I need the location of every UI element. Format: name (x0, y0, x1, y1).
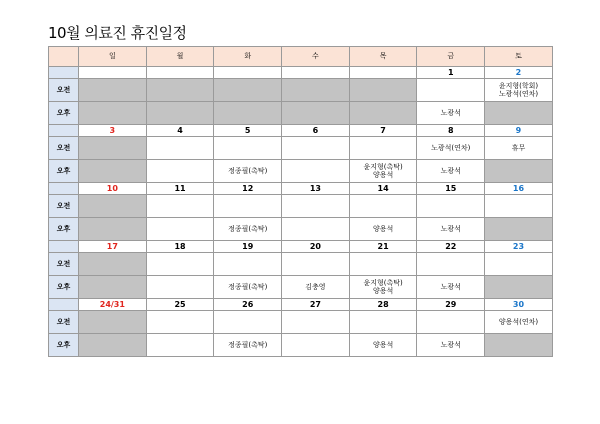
cell-text-line: 김충영 (305, 282, 326, 291)
pm-cell-sat (485, 334, 553, 357)
cell-text-line: 정종필(촉탁) (228, 166, 268, 175)
date-cell-thu (349, 67, 417, 79)
date-cell-mon: 18 (146, 241, 214, 253)
am-cell-wed (282, 195, 350, 218)
am-row (49, 253, 553, 276)
pm-label: 오후 (49, 276, 79, 299)
pm-row (49, 160, 553, 183)
am-cell-fri (417, 253, 485, 276)
page-title: 10월 의료진 휴진일정 (48, 24, 187, 42)
am-cell-thu (349, 253, 417, 276)
date-cell-mon: 4 (146, 125, 214, 137)
pm-cell-tue (214, 276, 282, 299)
date-cell-tue (214, 67, 282, 79)
am-cell-mon (146, 137, 214, 160)
pm-label: 오후 (49, 102, 79, 125)
date-cell-thu: 14 (349, 183, 417, 195)
pm-cell-tue (214, 218, 282, 241)
weekday-sun: 일 (79, 47, 147, 67)
date-row (49, 67, 553, 79)
am-cell-fri (417, 137, 485, 160)
pm-cell-fri (417, 102, 485, 125)
am-cell-fri (417, 311, 485, 334)
date-cell-wed: 6 (282, 125, 350, 137)
date-cell-fri: 1 (417, 67, 485, 79)
date-cell-wed (282, 67, 350, 79)
date-cell-tue: 12 (214, 183, 282, 195)
cell-text-line: 정종필(촉탁) (228, 282, 268, 291)
pm-cell-wed (282, 276, 350, 299)
weekday-sat: 토 (485, 47, 553, 67)
am-cell-mon (146, 195, 214, 218)
pm-label: 오후 (49, 160, 79, 183)
am-label: 오전 (49, 311, 79, 334)
date-cell-thu: 21 (349, 241, 417, 253)
am-cell-thu (349, 311, 417, 334)
cell-text-line: 정종필(촉탁) (228, 340, 268, 349)
schedule-calendar (48, 46, 553, 357)
date-cell-tue: 5 (214, 125, 282, 137)
date-cell-sat: 16 (485, 183, 553, 195)
am-cell-mon (146, 253, 214, 276)
pm-label: 오후 (49, 334, 79, 357)
am-cell-thu (349, 137, 417, 160)
am-label: 오전 (49, 195, 79, 218)
am-cell-wed (282, 137, 350, 160)
weekday-wed: 수 (282, 47, 350, 67)
date-row (49, 299, 553, 311)
weekday-mon: 월 (146, 47, 214, 67)
pm-cell-wed (282, 334, 350, 357)
date-cell-sat: 2 (485, 67, 553, 79)
am-cell-tue (214, 79, 282, 102)
pm-cell-wed (282, 218, 350, 241)
pm-cell-sun (79, 218, 147, 241)
date-cell-thu: 28 (349, 299, 417, 311)
date-cell-wed: 27 (282, 299, 350, 311)
date-cell-thu: 7 (349, 125, 417, 137)
am-cell-mon (146, 311, 214, 334)
pm-cell-tue (214, 102, 282, 125)
am-cell-sat (485, 137, 553, 160)
date-cell-sat: 9 (485, 125, 553, 137)
date-cell-sat: 23 (485, 241, 553, 253)
date-cell-tue: 19 (214, 241, 282, 253)
pm-cell-thu (349, 102, 417, 125)
am-cell-tue (214, 137, 282, 160)
pm-cell-sat (485, 160, 553, 183)
pm-cell-mon (146, 276, 214, 299)
am-label: 오전 (49, 137, 79, 160)
am-cell-wed (282, 311, 350, 334)
cell-text-line: 노광석(연차) (431, 143, 471, 152)
date-cell-mon: 11 (146, 183, 214, 195)
cell-text-line: 노광석 (440, 224, 461, 233)
am-cell-tue (214, 311, 282, 334)
pm-cell-thu (349, 334, 417, 357)
pm-cell-sun (79, 102, 147, 125)
weekday-fri: 금 (417, 47, 485, 67)
date-cell-sun (79, 67, 147, 79)
pm-cell-tue (214, 160, 282, 183)
pm-cell-sun (79, 334, 147, 357)
date-cell-fri: 8 (417, 125, 485, 137)
pm-cell-fri (417, 334, 485, 357)
pm-cell-sun (79, 276, 147, 299)
date-cell-sun: 24/31 (79, 299, 147, 311)
date-row-label (49, 299, 79, 311)
date-cell-sat: 30 (485, 299, 553, 311)
pm-cell-mon (146, 334, 214, 357)
am-cell-mon (146, 79, 214, 102)
cell-text-line: 양용석 (372, 340, 394, 349)
cell-text-line: 양용석 (372, 287, 394, 295)
date-cell-sun: 17 (79, 241, 147, 253)
date-cell-wed: 20 (282, 241, 350, 253)
pm-label: 오후 (49, 218, 79, 241)
pm-cell-sat (485, 102, 553, 125)
am-label: 오전 (49, 79, 79, 102)
date-cell-sun: 3 (79, 125, 147, 137)
weekday-header-row (49, 47, 553, 67)
pm-cell-wed (282, 102, 350, 125)
pm-cell-wed (282, 160, 350, 183)
date-cell-sun: 10 (79, 183, 147, 195)
pm-row (49, 102, 553, 125)
am-cell-fri (417, 79, 485, 102)
date-cell-fri: 22 (417, 241, 485, 253)
header-corner (49, 47, 79, 67)
pm-row (49, 334, 553, 357)
am-row (49, 195, 553, 218)
am-cell-sun (79, 79, 147, 102)
cell-text-line: 양용석 (372, 224, 394, 233)
am-cell-thu (349, 79, 417, 102)
am-cell-sat (485, 79, 553, 102)
am-cell-sun (79, 195, 147, 218)
pm-cell-thu (349, 160, 417, 183)
date-row-label (49, 183, 79, 195)
date-cell-fri: 29 (417, 299, 485, 311)
pm-cell-fri (417, 276, 485, 299)
date-cell-fri: 15 (417, 183, 485, 195)
cell-text-line: 양용석(연차) (498, 317, 539, 326)
date-row-label (49, 125, 79, 137)
date-row (49, 241, 553, 253)
pm-cell-thu (349, 218, 417, 241)
pm-cell-sat (485, 218, 553, 241)
cell-text-line: 노광석 (440, 282, 461, 291)
cell-text-line: 노광석(연차) (498, 90, 539, 98)
cell-text-line: 노광석 (440, 166, 461, 175)
pm-cell-sat (485, 276, 553, 299)
calendar-body (49, 67, 553, 357)
cell-text-line: 윤지형(학회) (498, 81, 539, 90)
am-label: 오전 (49, 253, 79, 276)
date-cell-mon: 25 (146, 299, 214, 311)
pm-cell-tue (214, 334, 282, 357)
pm-cell-fri (417, 160, 485, 183)
pm-cell-mon (146, 160, 214, 183)
am-cell-sat (485, 311, 553, 334)
date-row (49, 183, 553, 195)
date-cell-tue: 26 (214, 299, 282, 311)
cell-text-line: 정종필(촉탁) (228, 224, 268, 233)
am-cell-thu (349, 195, 417, 218)
am-row (49, 311, 553, 334)
am-cell-wed (282, 253, 350, 276)
cell-text-line: 윤지형(촉탁) (363, 162, 403, 171)
am-cell-sun (79, 253, 147, 276)
am-cell-sat (485, 195, 553, 218)
cell-text-line: 노광석 (440, 340, 461, 349)
cell-text-line: 윤지형(촉탁) (363, 278, 403, 287)
date-cell-mon (146, 67, 214, 79)
am-cell-tue (214, 195, 282, 218)
am-cell-sat (485, 253, 553, 276)
date-row-label (49, 241, 79, 253)
weekday-thu: 목 (349, 47, 417, 67)
pm-cell-mon (146, 218, 214, 241)
pm-row (49, 276, 553, 299)
am-cell-sun (79, 311, 147, 334)
date-cell-wed: 13 (282, 183, 350, 195)
am-row (49, 79, 553, 102)
weekday-tue: 화 (214, 47, 282, 67)
am-cell-fri (417, 195, 485, 218)
date-row-label (49, 67, 79, 79)
cell-text-line: 휴무 (511, 143, 526, 152)
cell-text-line: 양용석 (372, 171, 394, 179)
am-cell-wed (282, 79, 350, 102)
cell-text-line: 노광석 (440, 108, 461, 117)
pm-cell-fri (417, 218, 485, 241)
pm-cell-sun (79, 160, 147, 183)
am-cell-sun (79, 137, 147, 160)
date-row (49, 125, 553, 137)
pm-row (49, 218, 553, 241)
am-cell-tue (214, 253, 282, 276)
pm-cell-mon (146, 102, 214, 125)
pm-cell-thu (349, 276, 417, 299)
am-row (49, 137, 553, 160)
